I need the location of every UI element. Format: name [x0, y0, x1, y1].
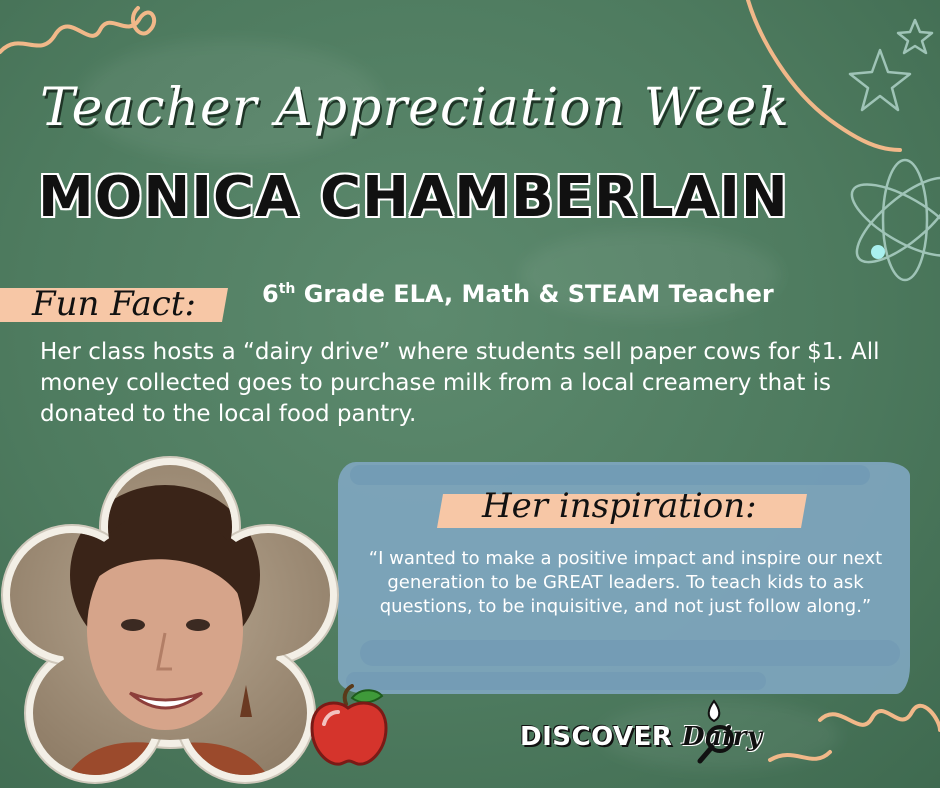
role-suffix: th	[278, 281, 296, 297]
teacher-photo	[0, 455, 340, 788]
script-title: Teacher Appreciation Week	[40, 78, 790, 138]
inspiration-quote: “I wanted to make a positive impact and inspire our next generation to be GREAT leaders. To teach kids to ask questions, to be inquisitive, and not just follow along.”	[368, 548, 883, 617]
inspiration-label: Her inspiration:	[482, 486, 757, 526]
teacher-name: MONICA CHAMBERLAIN	[38, 165, 789, 230]
paint-streak	[346, 672, 766, 690]
apple-icon	[306, 684, 392, 770]
atom-icon	[842, 160, 940, 280]
paint-streak	[360, 640, 900, 666]
logo-part2: Dairy	[681, 722, 763, 752]
fun-fact-label: Fun Fact:	[32, 284, 196, 324]
star-icon	[850, 20, 932, 110]
paint-streak	[350, 465, 870, 485]
logo-part1: DISCOVER	[520, 722, 673, 752]
teacher-role	[262, 280, 774, 308]
role-rest: Grade ELA, Math & STEAM Teacher	[295, 280, 774, 308]
photo-frame	[0, 455, 340, 788]
role-grade: 6	[262, 280, 279, 308]
magnifier-icon	[688, 695, 748, 765]
fun-fact-text: Her class hosts a “dairy drive” where students sell paper cows for $1. All money collected goes to purchase milk from a local creamery that is donated to the local food pantry.	[40, 339, 880, 427]
